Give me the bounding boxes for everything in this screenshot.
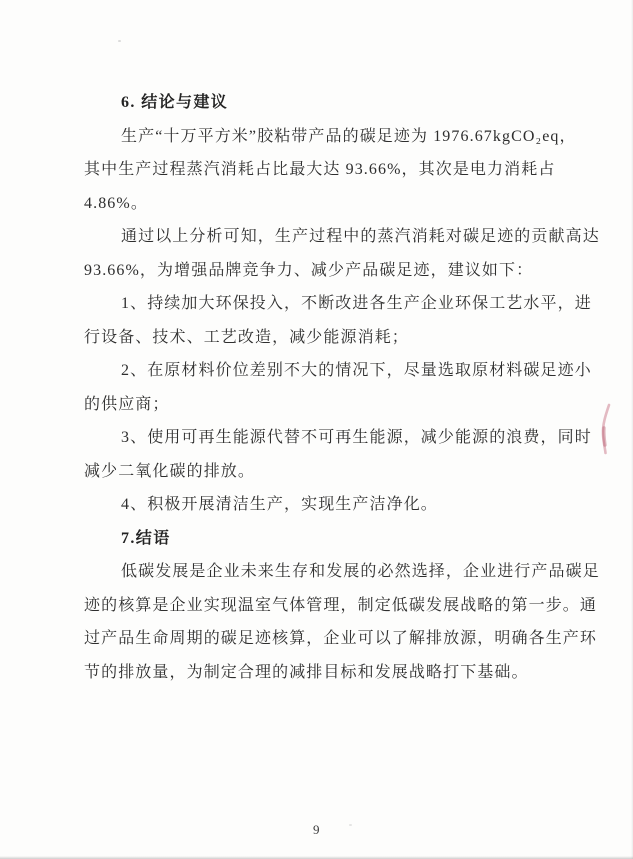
page-number: 9	[313, 822, 320, 837]
section-heading: 7.结语	[121, 529, 171, 547]
text-line: 生产“十万平方米”胶粘带产品的碳足迹为 1976.67kgCO₂eq，	[121, 127, 577, 145]
text-line: 93.66%，为增强品牌竞争力、减少产品碳足迹，建议如下：	[84, 261, 534, 279]
text-line: 通过以上分析可知，生产过程中的蒸汽消耗对碳足迹的贡献高达	[121, 228, 600, 245]
section-heading: 6. 结论与建议	[121, 94, 229, 111]
document-body	[84, 86, 600, 689]
text-line: 低碳发展是企业未来生存和发展的必然选择，企业进行产品碳足	[121, 563, 600, 580]
text-line: 3、使用可再生能源代替不可再生能源，减少能源的浪费，同时	[121, 429, 592, 446]
text-line: 其中生产过程蒸汽消耗占比最大达 93.66%，其次是电力消耗占	[84, 161, 556, 178]
text-line: 迹的核算是企业实现温室气体管理，制定低碳发展战略的第一步。通	[84, 596, 598, 614]
text-line: 减少二氧化碳的排放。	[84, 462, 256, 480]
text-line: 节的排放量，为制定合理的减排目标和发展战略打下基础。	[84, 663, 529, 681]
red-pen-mark	[598, 402, 616, 456]
text-line: 4、积极开展清洁生产，实现生产洁净化。	[121, 496, 438, 513]
text-line: 2、在原材料价位差别不大的情况下，尽量选取原材料碳足迹小	[121, 362, 592, 379]
text-line: 的供应商；	[84, 395, 170, 413]
scan-speck	[118, 40, 121, 42]
text-line: 行设备、技术、工艺改造，减少能源消耗；	[84, 328, 409, 346]
text-line: 4.86%。	[84, 194, 148, 212]
text-line: 过产品生命周期的碳足迹核算，企业可以了解排放源，明确各生产环	[84, 630, 598, 647]
text-line: 1、持续加大环保投入，不断改进各生产企业环保工艺水平，进	[121, 295, 592, 312]
